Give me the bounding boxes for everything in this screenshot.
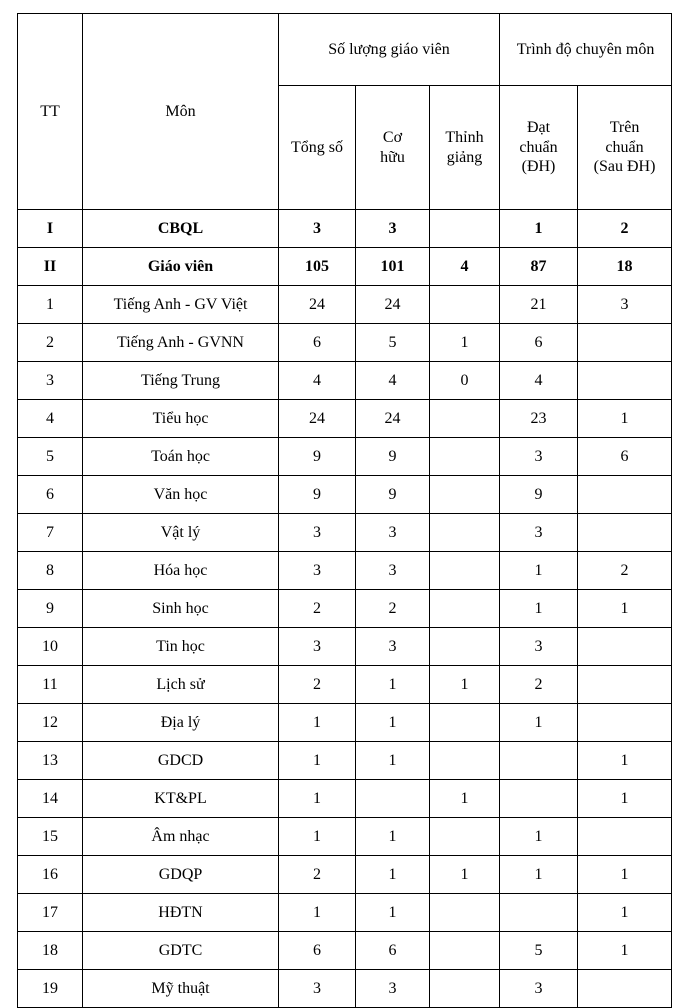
cell-co-huu: 24 [356,400,430,438]
cell-mon: GDTC [83,932,279,970]
cell-mon: Sinh học [83,590,279,628]
header-cell-tt: TT [18,14,83,210]
header-label-tren-chuan-line1: Trên [609,119,640,137]
table-row [18,970,672,1008]
cell-tong-so: 1 [279,894,356,932]
cell-tong-so: 1 [279,780,356,818]
cell-tong-so: 2 [279,590,356,628]
cell-tong-so: 3 [279,514,356,552]
cell-tt: 6 [18,476,83,514]
table-row [18,400,672,438]
cell-mon: Toán học [83,438,279,476]
cell-tren-chuan [578,362,672,400]
cell-thinh-giang [430,590,500,628]
cell-dat-chuan: 1 [500,552,578,590]
cell-dat-chuan: 1 [500,856,578,894]
cell-tong-so: 6 [279,932,356,970]
cell-tt: 17 [18,894,83,932]
header-label-dat-chuan-line3: (ĐH) [521,158,556,176]
cell-tong-so: 3 [279,210,356,248]
cell-tren-chuan [578,818,672,856]
cell-thinh-giang [430,286,500,324]
cell-tt: 4 [18,400,83,438]
cell-tren-chuan: 1 [578,400,672,438]
cell-co-huu: 3 [356,628,430,666]
cell-dat-chuan [500,742,578,780]
cell-tong-so: 1 [279,742,356,780]
cell-tren-chuan [578,970,672,1008]
cell-dat-chuan: 21 [500,286,578,324]
cell-dat-chuan [500,780,578,818]
cell-co-huu: 101 [356,248,430,286]
cell-tong-so: 3 [279,628,356,666]
cell-mon: Tiếng Anh - GVNN [83,324,279,362]
cell-tong-so: 9 [279,438,356,476]
table-row [18,704,672,742]
cell-mon: GDQP [83,856,279,894]
cell-tong-so: 4 [279,362,356,400]
header-label-thinh-giang-line2: giảng [446,148,483,166]
cell-tt: 1 [18,286,83,324]
cell-tt: 8 [18,552,83,590]
cell-tren-chuan [578,476,672,514]
table-row [18,894,672,932]
cell-tren-chuan: 1 [578,742,672,780]
cell-thinh-giang [430,894,500,932]
cell-tt: II [18,248,83,286]
cell-mon: Giáo viên [83,248,279,286]
cell-thinh-giang: 1 [430,780,500,818]
cell-dat-chuan: 6 [500,324,578,362]
cell-mon: Lịch sử [83,666,279,704]
cell-dat-chuan: 3 [500,970,578,1008]
header-label-tren-chuan-line3: (Sau ĐH) [593,158,656,176]
cell-dat-chuan: 5 [500,932,578,970]
cell-co-huu: 1 [356,856,430,894]
cell-dat-chuan: 1 [500,704,578,742]
table-body [18,210,672,1008]
cell-tong-so: 2 [279,666,356,704]
cell-thinh-giang [430,970,500,1008]
cell-thinh-giang [430,514,500,552]
cell-co-huu: 24 [356,286,430,324]
cell-tt: 7 [18,514,83,552]
cell-dat-chuan: 23 [500,400,578,438]
header-group-level: Trình độ chuyên môn [500,14,672,86]
cell-mon: Văn học [83,476,279,514]
table-row [18,476,672,514]
cell-mon: Mỹ thuật [83,970,279,1008]
cell-tren-chuan: 1 [578,780,672,818]
header-label-co-huu-line1: Cơ [382,128,403,146]
header-cell-co-huu [356,86,430,210]
table-row [18,818,672,856]
cell-tren-chuan: 6 [578,438,672,476]
cell-dat-chuan: 1 [500,210,578,248]
cell-tren-chuan [578,628,672,666]
header-cell-thinh-giang [430,86,500,210]
cell-thinh-giang: 1 [430,666,500,704]
cell-mon: HĐTN [83,894,279,932]
cell-thinh-giang: 1 [430,324,500,362]
header-label-tong-so: Tổng số [291,138,343,156]
table-row [18,514,672,552]
cell-co-huu: 5 [356,324,430,362]
cell-thinh-giang [430,476,500,514]
cell-dat-chuan: 3 [500,628,578,666]
cell-tong-so: 2 [279,856,356,894]
header-cell-tong-so [279,86,356,210]
table-header [18,14,672,210]
cell-mon: GDCD [83,742,279,780]
cell-tren-chuan: 1 [578,932,672,970]
cell-tt: I [18,210,83,248]
cell-tong-so: 1 [279,818,356,856]
header-row-top [18,14,672,86]
cell-tren-chuan [578,666,672,704]
cell-dat-chuan: 3 [500,438,578,476]
cell-mon: Tiểu học [83,400,279,438]
cell-tren-chuan: 1 [578,590,672,628]
cell-dat-chuan: 1 [500,818,578,856]
cell-mon: Hóa học [83,552,279,590]
cell-tt: 9 [18,590,83,628]
cell-tong-so: 24 [279,400,356,438]
cell-thinh-giang [430,704,500,742]
cell-dat-chuan: 87 [500,248,578,286]
cell-mon: Tin học [83,628,279,666]
cell-tt: 5 [18,438,83,476]
cell-tt: 11 [18,666,83,704]
cell-co-huu: 4 [356,362,430,400]
cell-dat-chuan: 1 [500,590,578,628]
teacher-statistics-table [17,13,672,1008]
cell-dat-chuan: 9 [500,476,578,514]
cell-tren-chuan: 18 [578,248,672,286]
header-label-tren-chuan-line2: chuẩn [605,138,644,156]
cell-co-huu: 1 [356,742,430,780]
cell-tt: 2 [18,324,83,362]
cell-tren-chuan: 3 [578,286,672,324]
cell-tt: 18 [18,932,83,970]
cell-dat-chuan: 4 [500,362,578,400]
cell-thinh-giang: 4 [430,248,500,286]
cell-mon: CBQL [83,210,279,248]
table-row [18,628,672,666]
table-row [18,362,672,400]
cell-tren-chuan [578,514,672,552]
cell-tren-chuan: 2 [578,552,672,590]
cell-tong-so: 1 [279,704,356,742]
cell-tren-chuan: 2 [578,210,672,248]
table-row [18,856,672,894]
table-row [18,666,672,704]
cell-tt: 10 [18,628,83,666]
cell-tren-chuan [578,704,672,742]
cell-thinh-giang [430,628,500,666]
cell-tong-so: 9 [279,476,356,514]
cell-tong-so: 3 [279,552,356,590]
cell-co-huu: 3 [356,970,430,1008]
header-cell-dat-chuan [500,86,578,210]
cell-co-huu: 3 [356,514,430,552]
cell-thinh-giang [430,552,500,590]
cell-dat-chuan: 2 [500,666,578,704]
cell-co-huu: 6 [356,932,430,970]
cell-tren-chuan [578,324,672,362]
cell-dat-chuan: 3 [500,514,578,552]
cell-tt: 15 [18,818,83,856]
header-label-co-huu-line2: hữu [380,148,405,166]
cell-mon: Địa lý [83,704,279,742]
cell-thinh-giang [430,818,500,856]
cell-co-huu: 9 [356,438,430,476]
teacher-statistics-table-container [17,13,671,1008]
cell-co-huu: 3 [356,552,430,590]
cell-thinh-giang [430,400,500,438]
cell-tt: 12 [18,704,83,742]
table-row [18,286,672,324]
header-label-dat-chuan-line1: Đạt [526,119,551,137]
header-group-quantity: Số lượng giáo viên [279,14,500,86]
table-row [18,248,672,286]
header-cell-tren-chuan [578,86,672,210]
table-row [18,780,672,818]
cell-co-huu: 9 [356,476,430,514]
cell-thinh-giang [430,210,500,248]
table-row [18,932,672,970]
cell-tong-so: 3 [279,970,356,1008]
cell-tt: 14 [18,780,83,818]
cell-thinh-giang [430,438,500,476]
cell-co-huu: 3 [356,210,430,248]
cell-tren-chuan: 1 [578,856,672,894]
cell-tt: 3 [18,362,83,400]
cell-tong-so: 6 [279,324,356,362]
cell-mon: Tiếng Anh - GV Việt [83,286,279,324]
table-row [18,210,672,248]
cell-mon: Âm nhạc [83,818,279,856]
table-row [18,438,672,476]
cell-tren-chuan: 1 [578,894,672,932]
cell-thinh-giang: 1 [430,856,500,894]
cell-tong-so: 105 [279,248,356,286]
cell-co-huu: 1 [356,894,430,932]
table-row [18,324,672,362]
cell-co-huu [356,780,430,818]
cell-co-huu: 1 [356,818,430,856]
cell-mon: Vật lý [83,514,279,552]
cell-tt: 19 [18,970,83,1008]
cell-co-huu: 1 [356,666,430,704]
cell-co-huu: 1 [356,704,430,742]
header-cell-mon: Môn [83,14,279,210]
header-label-thinh-giang-line1: Thỉnh [445,128,484,146]
table-row [18,552,672,590]
header-label-dat-chuan-line2: chuẩn [519,138,558,156]
table-row [18,742,672,780]
cell-mon: Tiếng Trung [83,362,279,400]
cell-dat-chuan [500,894,578,932]
cell-thinh-giang: 0 [430,362,500,400]
cell-tt: 16 [18,856,83,894]
cell-thinh-giang [430,932,500,970]
table-row [18,590,672,628]
cell-thinh-giang [430,742,500,780]
cell-mon: KT&PL [83,780,279,818]
cell-tt: 13 [18,742,83,780]
cell-tong-so: 24 [279,286,356,324]
cell-co-huu: 2 [356,590,430,628]
